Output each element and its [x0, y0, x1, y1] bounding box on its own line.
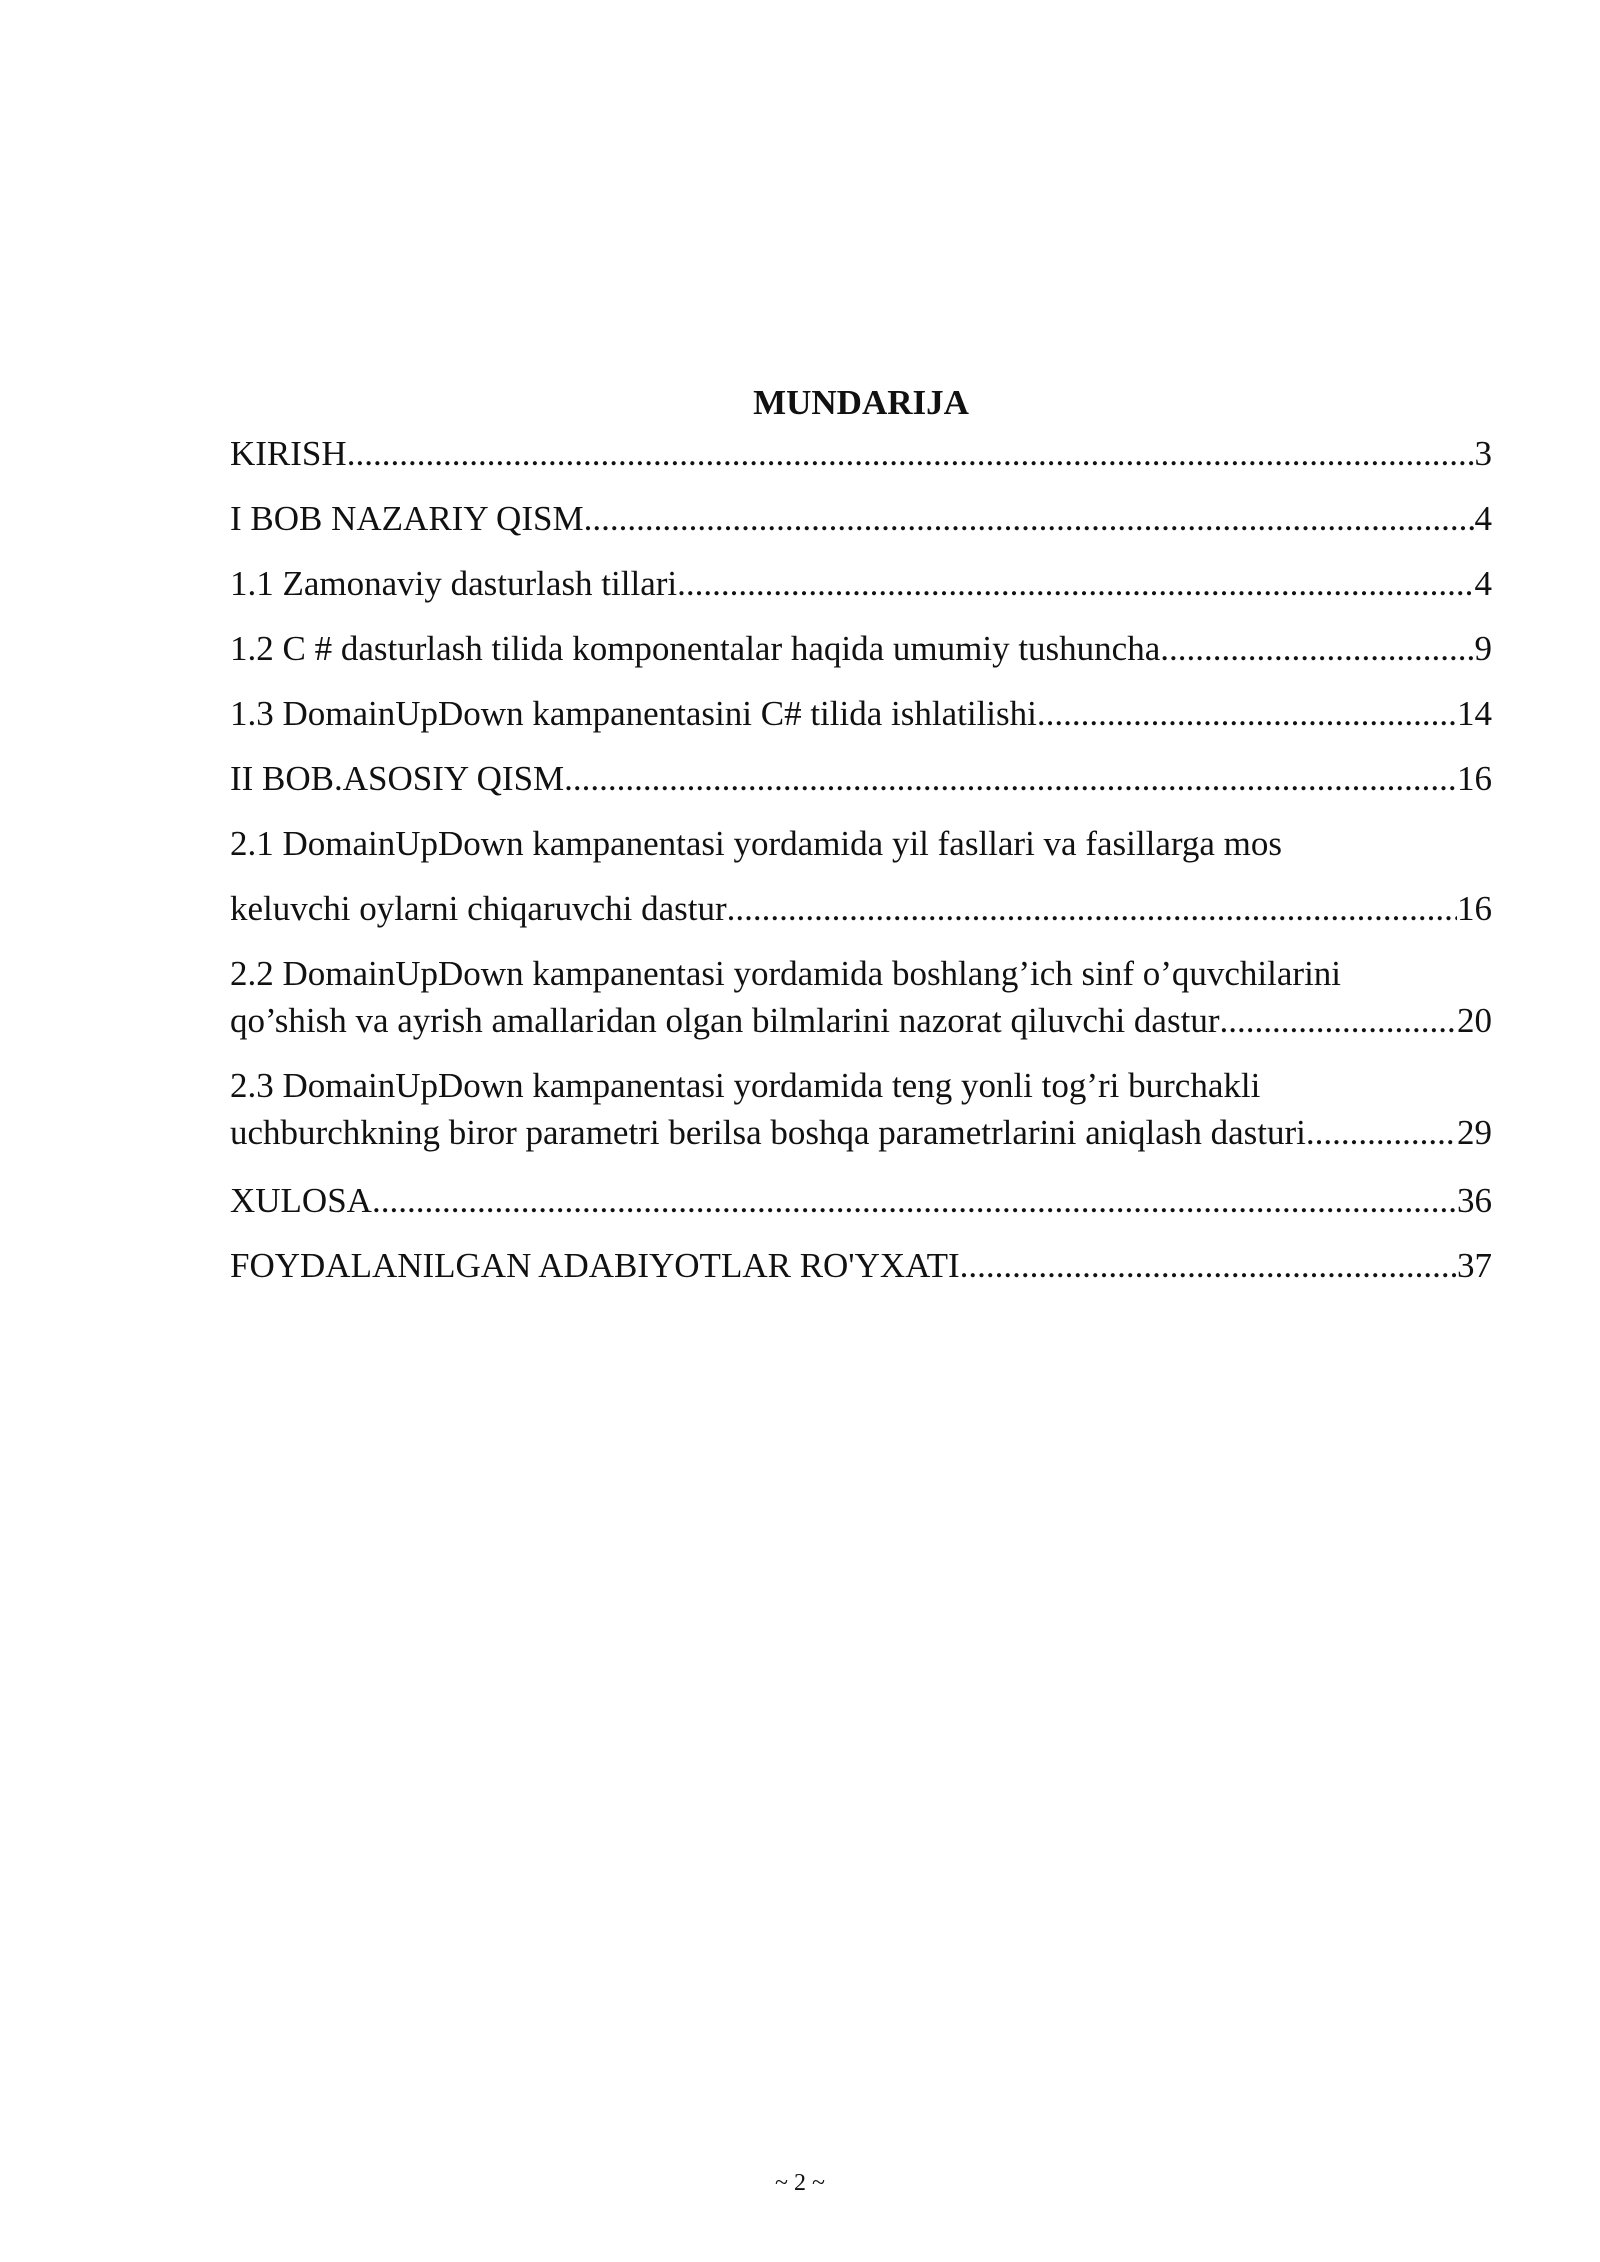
toc-entry-chapter-2[interactable]: [230, 757, 1492, 801]
toc-leader-dots: [584, 497, 1475, 541]
toc-leader-dots: [1160, 627, 1474, 671]
toc-leader-dots: [347, 432, 1475, 476]
toc-entry-xulosa[interactable]: [230, 1179, 1492, 1223]
toc-leader-dots: [727, 887, 1457, 931]
toc-entry-1-3[interactable]: [230, 692, 1492, 736]
toc-entry-label: XULOSA: [230, 1181, 372, 1220]
toc-entry-label: 1.1 Zamonaviy dasturlash tillari: [230, 564, 678, 603]
toc-leader-dots: [677, 562, 1474, 606]
toc-entry-2-1[interactable]: [230, 887, 1492, 931]
toc-entry-2-1-first-line[interactable]: 2.1 DomainUpDown kampanentasi yordamida yil fasllari va fasillarga mos: [230, 824, 1283, 863]
toc-page-number: 29: [1457, 1113, 1492, 1152]
toc-entry-label: uchburchkning biror parametri berilsa boshqa parametrlarini aniqlash dasturi: [230, 1113, 1306, 1152]
toc-entry-2-3[interactable]: [230, 1111, 1492, 1155]
toc-entry-kirish[interactable]: [230, 432, 1492, 476]
toc-entry-label: 1.3 DomainUpDown kampanentasini C# tilida ishlatilishi: [230, 694, 1037, 733]
page-footer: ~ 2 ~: [775, 2170, 825, 2196]
toc-page-number: 20: [1457, 1001, 1492, 1040]
toc-title: MUNDARIJA: [753, 383, 969, 422]
toc-page-number: 3: [1474, 434, 1492, 473]
toc-leader-dots: [1219, 999, 1457, 1043]
toc-entry-label: qo’shish va ayrish amallaridan olgan bilmlarini nazorat qiluvchi dastur: [230, 1001, 1220, 1040]
toc-page-number: 16: [1457, 889, 1492, 928]
toc-entry-chapter-1[interactable]: [230, 497, 1492, 541]
toc-leader-dots: [372, 1179, 1457, 1223]
toc-entry-2-3-first-line[interactable]: 2.3 DomainUpDown kampanentasi yordamida teng yonli tog’ri burchakli: [230, 1066, 1261, 1105]
toc-leader-dots: [1037, 692, 1457, 736]
toc-entry-label: I BOB NAZARIY QISM: [230, 499, 584, 538]
toc-leader-dots: [564, 757, 1457, 801]
toc-entry-2-2-first-line[interactable]: 2.2 DomainUpDown kampanentasi yordamida boshlang’ich sinf o’quvchilarini: [230, 954, 1342, 993]
toc-page-number: 16: [1457, 759, 1492, 798]
toc-entry-references[interactable]: [230, 1244, 1492, 1288]
toc-entry-1-1[interactable]: [230, 562, 1492, 606]
toc-entry-label: FOYDALANILGAN ADABIYOTLAR RO'YXATI: [230, 1246, 960, 1285]
toc-page-number: 4: [1474, 499, 1492, 538]
toc-entry-1-2[interactable]: [230, 627, 1492, 671]
toc-page-number: 4: [1474, 564, 1492, 603]
toc-entry-2-2[interactable]: [230, 999, 1492, 1043]
toc-entry-label: II BOB.ASOSIY QISM: [230, 759, 565, 798]
toc-leader-dots: [960, 1244, 1457, 1288]
toc-page-number: 36: [1457, 1181, 1492, 1220]
toc-entry-label: keluvchi oylarni chiqaruvchi dastur: [230, 889, 727, 928]
toc-entry-label: 1.2 C # dasturlash tilida komponentalar haqida umumiy tushuncha: [230, 629, 1161, 668]
toc-entry-label: KIRISH: [230, 434, 347, 473]
toc-page-number: 14: [1457, 694, 1492, 733]
toc-page-number: 9: [1474, 629, 1492, 668]
toc-page-number: 37: [1457, 1246, 1492, 1285]
toc-leader-dots: [1306, 1111, 1457, 1155]
